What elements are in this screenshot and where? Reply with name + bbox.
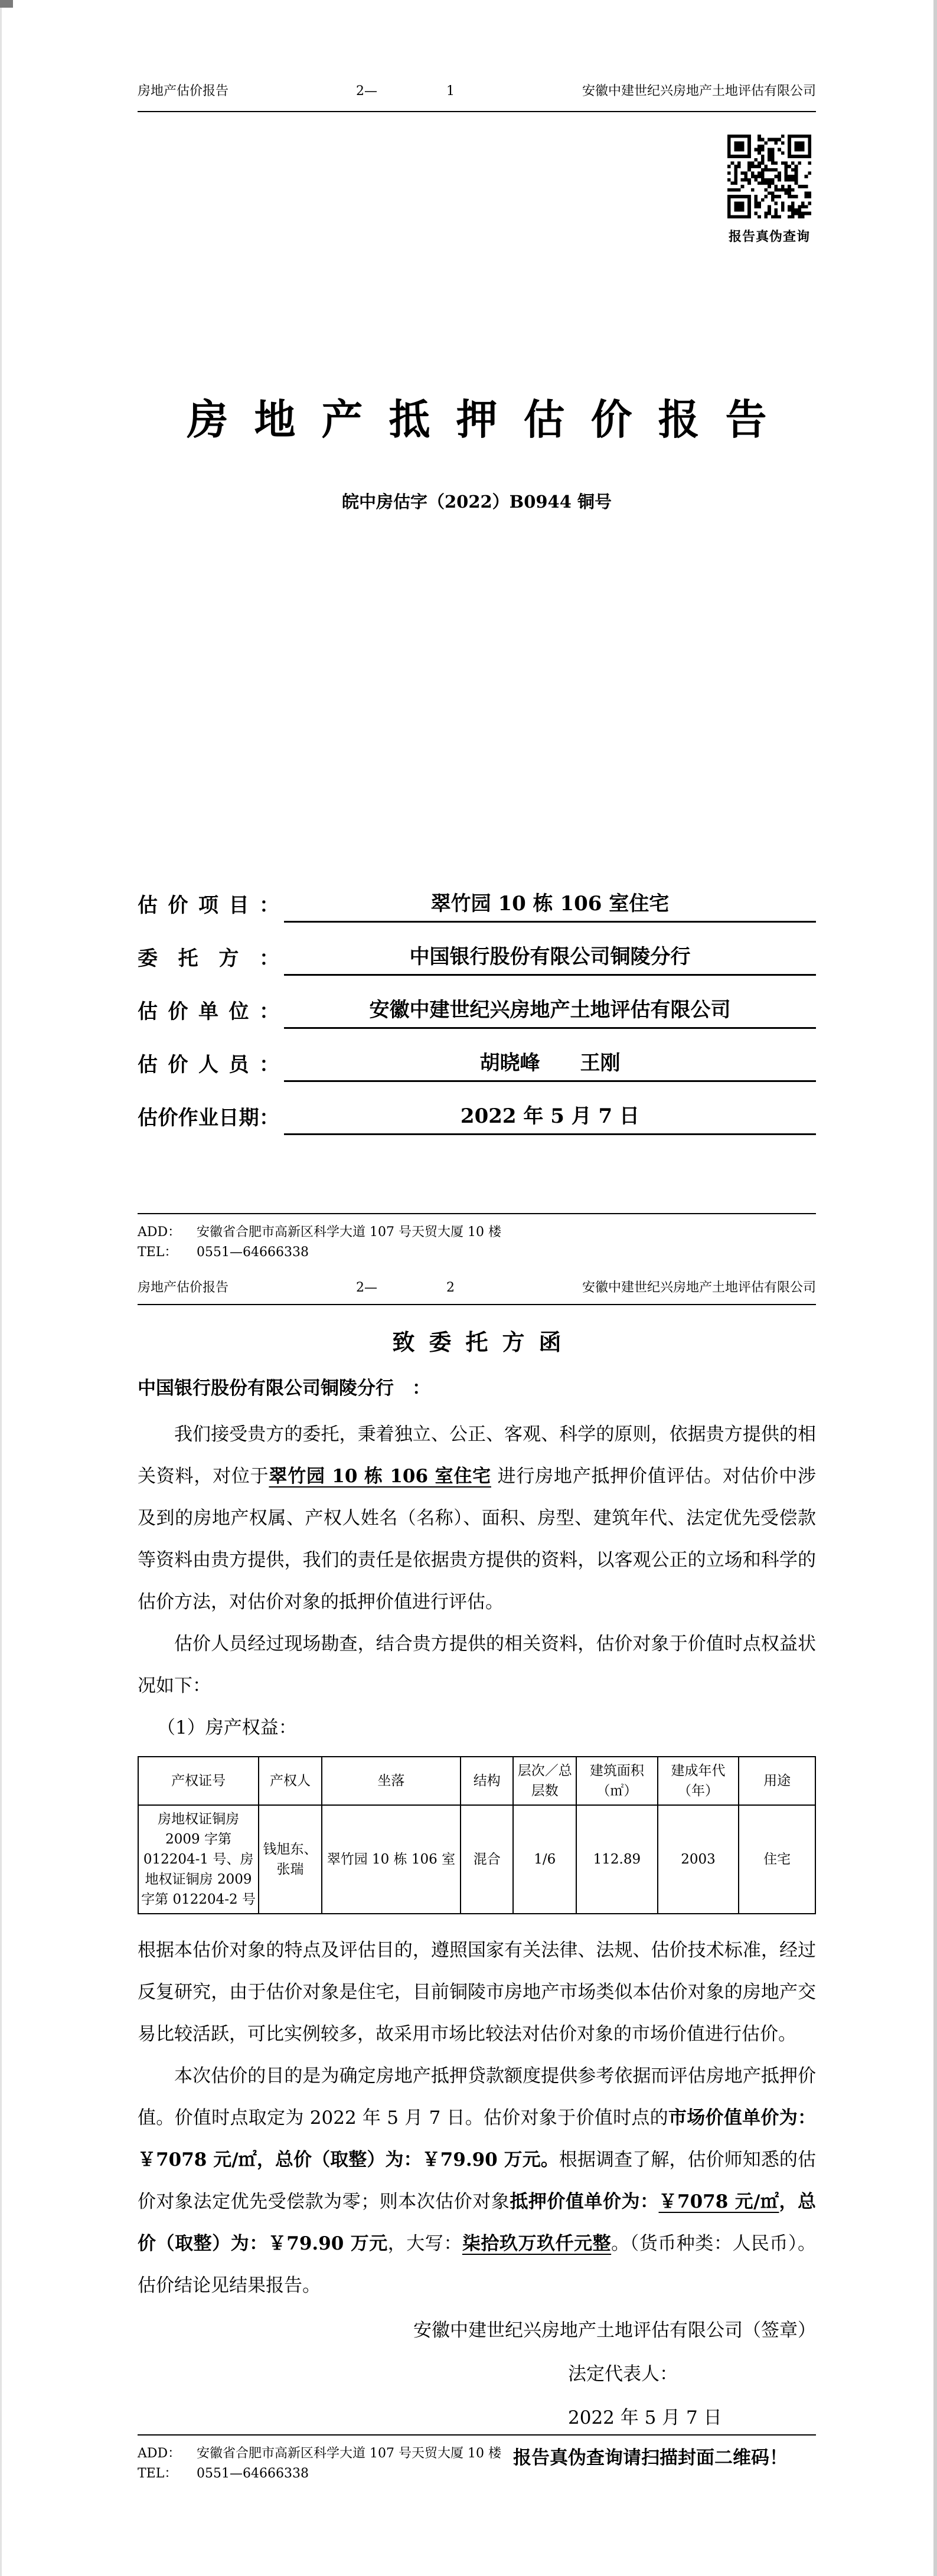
rights-heading: （1）房产权益： — [157, 1717, 297, 1738]
header-doc-type: 房地产估价报告 — [138, 1280, 229, 1295]
header-doc-type: 房地产估价报告 — [138, 84, 229, 99]
paragraph-survey: 估价人员经过现场勘查，结合贵方提供的相关资料，估价对象于价值时点权益状况如下： — [138, 1633, 816, 1696]
qr-scan-note: 报告真伪查询请扫描封面二维码！ — [513, 2447, 788, 2469]
header-page-indicator — [228, 1279, 582, 1297]
paragraph-method: 根据本估价对象的特点及评估目的，遵照国家有关法律、法规、估价技术标准，经过反复研究，由于估价对象是住宅，目前铜陵市房地产市场类似本估价对象的房地产交易比较活跃，可比实例较多，故采用市场比较法对估价对象的市场价值进行估价。 — [138, 1940, 816, 2045]
cell-area: 112.89 — [576, 1805, 658, 1914]
table-header-row — [138, 1757, 815, 1805]
footer-tel-row — [138, 1243, 816, 1263]
col-header-area: 建筑面积（㎡） — [576, 1757, 658, 1805]
footer-address-label: ADD： — [138, 2446, 181, 2461]
mortgage-total-price: ，总价（取整）为：￥79.90 万元 — [138, 2191, 817, 2254]
appraisal-fields — [138, 869, 816, 1135]
header-rule — [138, 1304, 816, 1305]
salutation: 中国银行股份有限公司铜陵分行 ： — [138, 1378, 430, 1399]
footer-tel: 0551—64666338 — [197, 1245, 309, 1260]
footer-rule — [138, 2434, 816, 2436]
report-number: 皖中房估字（2022）B0944 铜号 — [341, 492, 612, 512]
signature-company: 安徽中建世纪兴房地产土地评估有限公司（签章） — [413, 2320, 816, 2341]
field-value: 安徽中建世纪兴房地产土地评估有限公司 — [284, 993, 816, 1029]
letter-title: 致委托方函 — [392, 1329, 576, 1355]
header-company-name: 安徽中建世纪兴房地产土地评估有限公司 — [582, 84, 816, 99]
field-label: 估价项目： — [138, 894, 279, 917]
col-header-cert: 产权证号 — [138, 1757, 259, 1805]
field-row-agency — [138, 976, 816, 1029]
footer-address-row — [138, 1222, 816, 1243]
col-header-floor: 层次／总层数 — [513, 1757, 576, 1805]
field-value: 翠竹园 10 栋 106 室住宅 — [284, 887, 816, 923]
header-page-number: 1 — [446, 84, 455, 99]
cell-floor: 1/6 — [513, 1805, 576, 1914]
col-header-location: 坐落 — [322, 1757, 461, 1805]
valuation-text: ，大写： — [387, 2233, 462, 2254]
qr-caption: 报告真伪查询 — [728, 229, 810, 244]
field-row-appraisers — [138, 1029, 816, 1082]
header-page-total: 2— — [356, 1280, 377, 1295]
page2-footer — [138, 2434, 816, 2484]
cell-owner: 钱旭东、张瑞 — [259, 1805, 322, 1914]
header-page-total: 2— — [356, 84, 377, 99]
cell-structure: 混合 — [461, 1805, 513, 1914]
page1-header — [138, 83, 816, 100]
scan-corner-mark — [0, 0, 13, 8]
page1-footer — [138, 1213, 816, 1263]
field-value: 2022 年 5 月 7 日 — [284, 1100, 816, 1135]
field-value: 中国银行股份有限公司铜陵分行 — [284, 940, 816, 976]
footer-address-label: ADD： — [138, 1225, 181, 1240]
subject-property-text: 翠竹园 10 栋 106 室住宅 — [269, 1466, 491, 1487]
header-company-name: 安徽中建世纪兴房地产土地评估有限公司 — [582, 1280, 816, 1295]
signature-date: 2022 年 5 月 7 日 — [568, 2407, 722, 2428]
field-row-project — [138, 869, 816, 923]
intro-text: 我们接受贵方的委托，秉着独立、公正、客观、科学的原则，依据贵方提供的相关资料，对位于 — [138, 1424, 816, 1487]
header-page-indicator — [228, 83, 582, 100]
col-header-use: 用途 — [739, 1757, 815, 1805]
header-rule — [138, 111, 816, 112]
field-row-date — [138, 1082, 816, 1135]
rights-table — [138, 1756, 816, 1914]
footer-address-row — [138, 2444, 816, 2464]
field-label: 估价人员： — [138, 1053, 279, 1077]
valuation-text: 。（货币种类：人民币）。估价结论见结果报告。 — [138, 2233, 817, 2296]
paragraph-intro — [138, 1414, 816, 1623]
footer-tel: 0551—64666338 — [197, 2466, 309, 2481]
table-row — [138, 1805, 815, 1914]
footer-tel-label: TEL： — [138, 1245, 178, 1260]
qr-code — [727, 135, 811, 245]
paragraph-valuation — [138, 2055, 816, 2307]
report-title: 房地产抵押估价报告 — [187, 395, 793, 444]
scan-edge-right — [933, 0, 937, 2576]
footer-address: 安徽省合肥市高新区科学大道 107 号天贸大厦 10 楼 — [197, 1225, 501, 1240]
col-header-owner: 产权人 — [259, 1757, 322, 1805]
footer-tel-row — [138, 2464, 816, 2484]
qr-code-image — [727, 135, 811, 218]
header-page-number: 2 — [446, 1280, 455, 1295]
cell-cert-no: 房地权证铜房 2009 字第 012204-1 号、房地权证铜房 2009 字第 012204-2 号 — [138, 1805, 259, 1914]
scan-edge-left — [0, 0, 2, 2576]
cell-location: 翠竹园 10 栋 106 室 — [322, 1805, 461, 1914]
amount-in-words: 柒拾玖万玖仟元整 — [462, 2233, 612, 2254]
valuation-text: 本次估价的目的是为确定房地产抵押贷款额度提供参考依据而评估房地产抵押价值。价值时点取定为 2022 年 5 月 7 日。估价对象于价值时点的 — [138, 2065, 816, 2129]
col-header-year: 建成年代（年） — [658, 1757, 739, 1805]
valuation-text: 根据调查了解，估价师知悉的估价对象法定优先受偿款为零；则本次估价对象 — [138, 2149, 816, 2212]
legal-rep-label: 法定代表人： — [568, 2363, 678, 2385]
market-value-text: 市场价值单价为：￥7078 元/㎡，总价（取整）为：￥79.90 万元。 — [138, 2107, 817, 2170]
field-label: 委托方： — [138, 947, 279, 970]
page2-header — [138, 1279, 816, 1297]
col-header-structure: 结构 — [461, 1757, 513, 1805]
cell-use: 住宅 — [739, 1805, 815, 1914]
field-label: 估价作业日期： — [138, 1106, 279, 1130]
field-row-client — [138, 923, 816, 976]
field-value: 胡晓峰 王刚 — [284, 1047, 816, 1082]
intro-text: 进行房地产抵押价值评估。对估价中涉及到的房地产权属、产权人姓名（名称）、面积、房型、建筑年代、法定优先受偿款等资料由贵方提供，我们的责任是依据贵方提供的资料，以客观公正的立场和科学的估价方法，对估价对象的抵押价值进行评估。 — [138, 1466, 816, 1613]
field-label: 估价单位： — [138, 1000, 279, 1024]
footer-rule — [138, 1213, 816, 1214]
cell-year: 2003 — [658, 1805, 739, 1914]
mortgage-value-label: 抵押价值单价为： — [510, 2191, 659, 2212]
footer-address: 安徽省合肥市高新区科学大道 107 号天贸大厦 10 楼 — [197, 2446, 501, 2461]
mortgage-unit-price: ￥7078 元/㎡ — [658, 2191, 779, 2212]
footer-tel-label: TEL： — [138, 2466, 178, 2481]
